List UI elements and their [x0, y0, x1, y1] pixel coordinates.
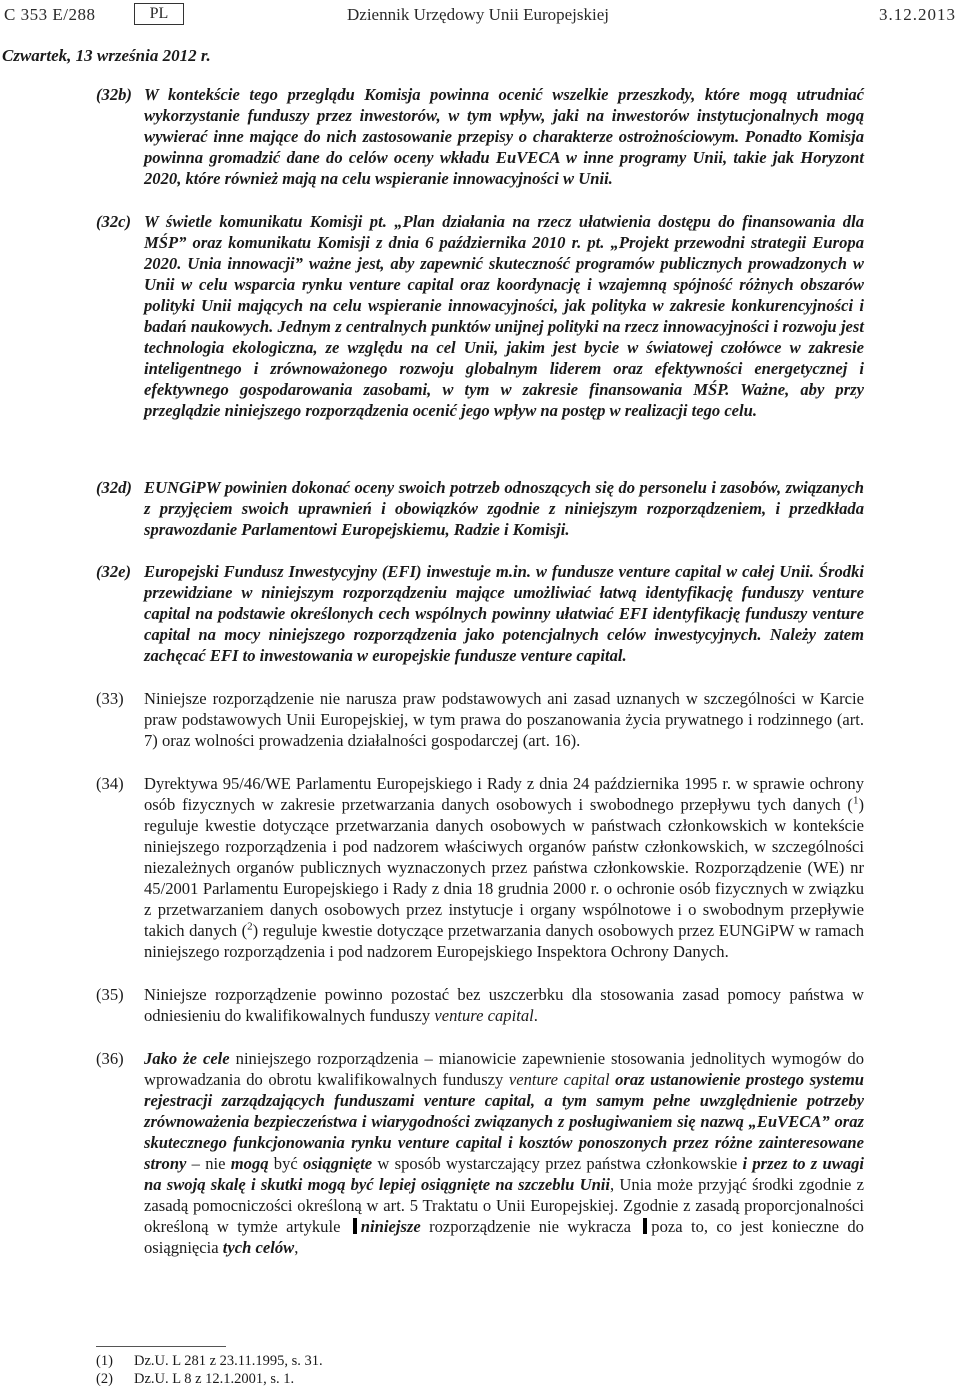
recital-number: (32e)	[96, 562, 132, 581]
footnote-ref-1: 1	[852, 794, 859, 807]
recital-text: W kontekście tego przeglądu Komisja powinna ocenić wszelkie przeszkody, które mogą utrudniać wykorzystanie funduszy przez inwestorów, w tym wpływ, jaki na inwestorów instytucjonalnych mogą wywierać inne mające do nich zastosowanie przepisy o charakterze ostrożnościowym. Ponadto Komisja powinna gromadzić dane do celów oceny wkładu EuVECA w inne programy Unii, takie jak Horyzont 2020, które również mają na celu wspieranie innowacyjności w Unii.	[144, 85, 864, 188]
footnote-ref-2: 2	[247, 920, 253, 933]
recital-text: EUNGiPW powinien dokonać oceny swoich potrzeb odnoszących się do personelu i zasobów, związanych z przyjęciem swoich uprawnień i obowiązków zgodnie z niniejszym rozporządzeniem, i przedkłada sprawozdanie Parlamentowi Europejskiemu, Radzie i Komisji.	[144, 478, 864, 539]
footnotes	[96, 1352, 864, 1388]
recital-number: (36)	[96, 1049, 124, 1068]
journal-title: Dziennik Urzędowy Unii Europejskiej	[347, 5, 610, 24]
recital-35	[96, 984, 864, 1026]
recital-text: Jako że cele niniejszego rozporządzenia – mianowicie zapewnienie stosowania jednolitych wymogów do wprowadzania do obrotu kwalifikowalnych funduszy venture capital oraz ustanowienie prostego systemu rejestracji zarządzających funduszami venture capital, a tym samym pełne uwzględnienie potrzeby zrównoważenia bezpieczeństwa i wiarygodności związanych z posługiwaniem się nazwą „EuVECA” oraz skutecznego funkcjonowania rynku venture capital i kosztów ponoszonych przez różne zainteresowane strony – nie mogą być osiągnięte w sposób wystarczający przez państwa członkowskie i przez to z uwagi na swoją skalę i skutki mogą być lepiej osiągnięte na szczeblu Unii, Unia może przyjąć środki zgodnie z zasadą pomocniczości określoną w art. 5 Traktatu o Unii Europejskiej. Zgodnie z zasadą proporcjonalności określoną w tymże artykule niniejsze rozporządzenie nie wykracza poza to, co jest konieczne do osiągnięcia tych celów,	[144, 1049, 865, 1257]
recital-32d	[96, 477, 864, 540]
recital-text: Europejski Fundusz Inwestycyjny (EFI) inwestuje m.in. w fundusze venture capital w całej Unii. Środki przewidziane w niniejszym rozporządzeniu mające umożliwiać łatwą identyfikację funduszy venture capital na podstawie określonych cech wspólnych powinny ułatwiać EFI identyfikację funduszy venture capital na mocy niniejszego rozporządzenia jako potencjalnych celów inwestycyjnych. Należy zatem zachęcać EFI to inwestowania w europejskie fundusze venture capital.	[144, 562, 864, 665]
recital-32b	[96, 84, 864, 189]
language-box: PL	[134, 3, 184, 25]
footnote-text: Dz.U. L 281 z 23.11.1995, s. 31.	[134, 1353, 323, 1369]
recital-34	[96, 773, 864, 962]
recital-text: W świetle komunikatu Komisji pt. „Plan działania na rzecz ułatwienia dostępu do finansowania dla MŚP” oraz komunikatu Komisji z dnia 6 października 2010 r. pt. „Projekt przewodni strategii Europa 2020. Unia innowacji” ważne jest, aby zapewnić skuteczność programów publicznych prowadzonych w Unii w celu wsparcia rynku venture capital oraz koordynację i wzajemną spójność różnych obszarów polityki Unii mających na celu wspieranie innowacyjności, jak polityka w zakresie konkurencyjności i badań naukowych. Jednym z centralnych punktów unijnej polityki na rzecz innowacyjności i rozwoju jest technologia ekologiczna, ze względu na cel Unii, jakim jest bycie w światowej czołówce w zakresie inteligentnego i zrównoważonego rozwoju globalnym liderem oraz efektywności energetycznej i efektywnego gospodarowania zasobami, w tym w zakresie finansowania MŚP. Ważne, aby przy przeglądzie niniejszego rozporządzenia ocenić jego wpływ na postęp w realizacji tego celu.	[144, 212, 864, 420]
recital-32c	[96, 211, 864, 421]
document-body	[96, 84, 864, 1258]
deletion-marker	[643, 1218, 647, 1234]
footnote-separator	[96, 1346, 226, 1347]
recital-number: (35)	[96, 985, 124, 1004]
recital-number: (33)	[96, 689, 124, 708]
recital-text: Dyrektywa 95/46/WE Parlamentu Europejskiego i Rady z dnia 24 października 1995 r. w sprawie ochrony osób fizycznych w zakresie przetwarzania danych osobowych i swobodnego przepływu tych danych ($^1$) reguluje kwestie dotyczące przetwarzania danych osobowych w państwach członkowskich w kontekście niniejszego rozporządzenia i pod nadzorem właściwych organów państw członkowskich, w szczególności niezależnych organów publicznych wyznaczonych przez państwa członkowskie. Rozporządzenie (WE) nr 45/2001 Parlamentu Europejskiego i Rady z dnia 18 grudnia 2000 r. o ochronie osób fizycznych w związku z przetwarzaniem danych osobowych przez instytucje i organy wspólnotowe i o swobodnym przepływie takich danych ($^2$) reguluje kwestie dotyczące przetwarzania danych osobowych przez EUNGiPW w ramach niniejszego rozporządzenia i pod nadzorem Europejskiego Inspektora Ochrony Danych.	[144, 774, 864, 961]
page-header	[0, 3, 960, 31]
recital-36	[96, 1048, 864, 1258]
recital-number: (32d)	[96, 478, 132, 497]
recital-number: (32c)	[96, 212, 132, 231]
recital-text: Niniejsze rozporządzenie nie narusza praw podstawowych ani zasad uznanych w szczególności w Karcie praw podstawowych Unii Europejskiej, w tym prawa do poszanowania życia prywatnego i rodzinnego (art. 7) oraz wolności prowadzenia działalności gospodarczej (art. 16).	[144, 689, 864, 750]
footnote	[96, 1352, 864, 1370]
recital-number: (32b)	[96, 85, 132, 104]
footnote-number: (1)	[96, 1353, 113, 1369]
session-date: Czwartek, 13 września 2012 r.	[2, 46, 211, 65]
publication-date: 3.12.2013	[879, 5, 956, 24]
recital-number: (34)	[96, 774, 124, 793]
footnote-text: Dz.U. L 8 z 12.1.2001, s. 1.	[134, 1371, 295, 1387]
document-reference: C 353 E/288	[4, 5, 96, 24]
deletion-marker	[353, 1218, 357, 1234]
footnote	[96, 1370, 864, 1388]
footnote-number: (2)	[96, 1371, 113, 1387]
recital-33	[96, 688, 864, 751]
recital-32e	[96, 561, 864, 666]
recital-text: Niniejsze rozporządzenie powinno pozostać bez uszczerbku dla stosowania zasad pomocy państwa w odniesieniu do kwalifikowalnych funduszy venture capital.	[144, 985, 864, 1025]
